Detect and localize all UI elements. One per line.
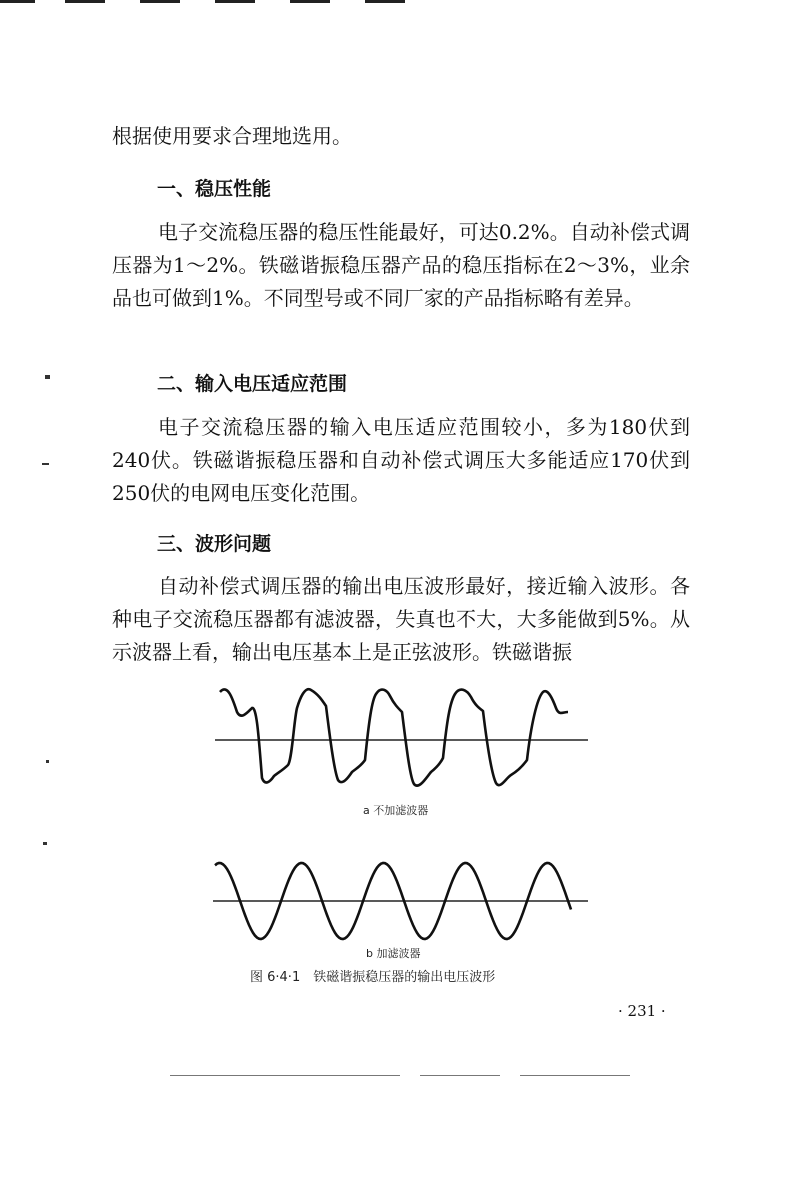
section-heading-3: 三、波形问题: [157, 533, 272, 555]
caption-no-filter: a 不加滤波器: [363, 804, 429, 817]
page-number: · 231 ·: [618, 1002, 666, 1020]
intro-paragraph: 根据使用要求合理地选用。: [112, 124, 352, 148]
bottom-scan-line: [520, 1075, 630, 1076]
caption-with-filter: b 加滤波器: [366, 947, 421, 960]
section-heading-2: 二、输入电压适应范围: [157, 373, 348, 395]
bottom-scan-line: [170, 1075, 400, 1076]
paragraph-waveform: 自动补偿式调压器的输出电压波形最好，接近输入波形。各种电子交流稳压器都有滤波器，失真也不大，大多能做到5%。从示波器上看，输出电压基本上是正弦波形。铁磁谐振: [112, 574, 690, 664]
paragraph-stability: 电子交流稳压器的稳压性能最好，可达0.2%。自动补偿式调压器为1～2%。铁磁谐振稳压器产品的稳压指标在2～3%，业余品也可做到1%。不同型号或不同厂家的产品指标略有差异。: [112, 220, 690, 310]
figure-caption: 图 6·4·1 铁磁谐振稳压器的输出电压波形: [250, 970, 496, 985]
distorted-waveform: [220, 689, 568, 785]
section-heading-1: 一、稳压性能: [157, 178, 272, 200]
paragraph-input-range: 电子交流稳压器的输入电压适应范围较小，多为180伏到240伏。铁磁谐振稳压器和自动补偿式调压大多能适应170伏到250伏的电网电压变化范围。: [112, 415, 690, 505]
bottom-scan-line: [420, 1075, 500, 1076]
